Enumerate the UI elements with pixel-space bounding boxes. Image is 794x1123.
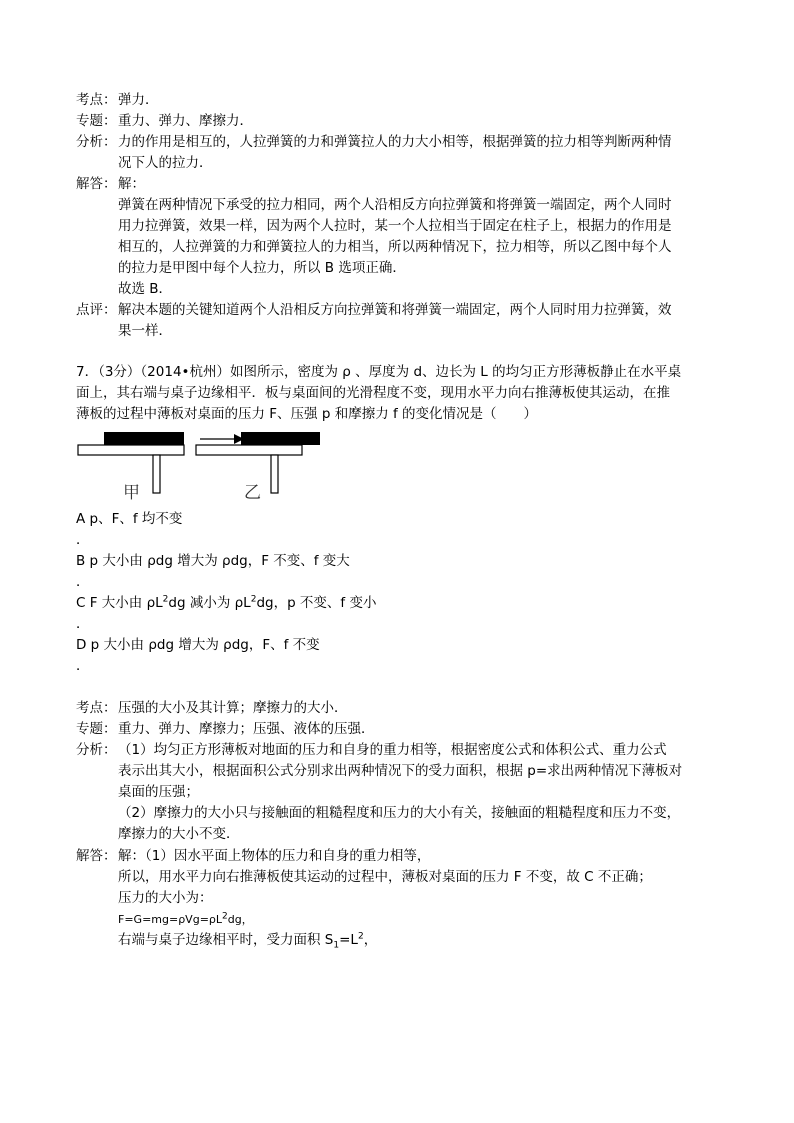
option-dot: ． [76, 532, 90, 548]
stem-line: 面上，其右端与桌子边缘相平．板与桌面间的光滑程度不变，现用水平力向右推薄板使其运动，在推 [76, 385, 670, 401]
jieda-line: 故选 B． [118, 281, 173, 297]
stem-line: 7．（3分）（2014•杭州）如图所示，密度为 ρ 、厚度为 d、边长为 L 的均匀正方形薄板静止在水平桌 [76, 364, 682, 380]
fenxi-line: （2）摩擦力的大小只与接触面的粗糙程度和压力的大小有关，接触面的粗糙程度和压力不变， [118, 805, 681, 821]
fenxi-line: 摩擦力的大小不变． [118, 826, 240, 842]
option-c-part: dg 减小为 ρL [168, 595, 251, 611]
stem-line: 薄板的过程中薄板对桌面的压力 F、压强 p 和摩擦力 f 的变化情况是（ ） [76, 406, 538, 422]
option-c [76, 593, 376, 613]
option-b: B p 大小由 ρdg 增大为 ρdg，F 不变、f 变大 [76, 553, 350, 569]
jieda-line: 用力拉弹簧，效果一样，因为两个人拉时，某一个人拉相当于固定在柱子上，根据力的作用是 [118, 218, 672, 234]
q6-zhuanti-row [76, 111, 716, 132]
q7-kaodian-row [76, 698, 716, 719]
q7-jieda-row [76, 846, 716, 951]
option-dot: ． [76, 658, 90, 674]
area-sub: 1 [333, 940, 340, 951]
plate-a [104, 432, 184, 445]
q7-fenxi-row [76, 740, 716, 845]
figure-label-yi: 乙 [244, 483, 261, 503]
fenxi-label: 分析： [76, 134, 117, 150]
q6-kaodian-row [76, 90, 716, 111]
dianping-line: 解决本题的关键知道两个人沿相反方向拉弹簧和将弹簧一端固定，两个人同时用力拉弹簧，效 [118, 302, 672, 318]
formula-part: F=G=mg=ρVg=ρL [118, 913, 223, 926]
table-top-a [78, 445, 184, 455]
option-c-sup: 2 [250, 594, 257, 605]
option-c-part: dg，p 不变、f 变小 [256, 595, 377, 611]
jieda-line: 压力的大小为： [118, 890, 213, 906]
q7-figure [76, 430, 326, 503]
plate-b [241, 432, 320, 445]
zhuanti-label: 专题： [76, 113, 117, 129]
figure-label-jia: 甲 [123, 483, 140, 503]
jieda-line: 相互的，人拉弹簧的力和弹簧拉人的力相当，所以两种情况下，拉力相等，所以乙图中每个人 [118, 239, 672, 255]
jieda-line: 解： [118, 176, 145, 192]
zhuanti-label: 专题： [76, 721, 117, 737]
area-part: ， [363, 932, 378, 948]
table-top-b [196, 445, 302, 455]
jieda-line: 弹簧在两种情况下承受的拉力相同，两个人沿相反方向拉弹簧和将弹簧一端固定，两个人同时 [118, 197, 672, 213]
jieda-line: 所以，用水平力向右推薄板使其运动的过程中，薄板对桌面的压力 F 不变，故 C 不正确； [118, 869, 652, 885]
fenxi-line: 况下人的拉力． [118, 155, 213, 171]
q6-dianping-row [76, 300, 716, 342]
kaodian-text: 压强的大小及其计算；摩擦力的大小． [118, 700, 348, 716]
dianping-label: 点评： [76, 302, 117, 318]
fenxi-line: 表示出其大小，根据面积公式分别求出两种情况下的受力面积，根据 p=求出两种情况下薄板对 [118, 763, 683, 779]
jieda-line [118, 930, 716, 951]
formula-sup: 2 [222, 911, 228, 922]
kaodian-label: 考点： [76, 700, 117, 716]
kaodian-text: 弹力． [118, 92, 159, 108]
table-leg-b [271, 455, 278, 493]
area-sup: 2 [357, 931, 364, 942]
option-d: D p 大小由 ρdg 增大为 ρdg，F、f 不变 [76, 637, 320, 653]
dianping-line: 果一样． [118, 323, 172, 339]
jieda-line: 解：（1）因水平面上物体的压力和自身的重力相等， [118, 848, 431, 864]
jieda-label: 解答： [76, 176, 117, 192]
option-c-part: C F 大小由 ρL [76, 595, 163, 611]
fenxi-line: 力的作用是相互的，人拉弹簧的力和弹簧拉人的力大小相等，根据弹簧的拉力相等判断两种情 [118, 134, 672, 150]
fenxi-label: 分析： [76, 742, 117, 758]
option-c-sup: 2 [162, 594, 169, 605]
q7-zhuanti-row [76, 719, 716, 740]
kaodian-label: 考点： [76, 92, 117, 108]
plate-table-diagram [76, 430, 326, 500]
formula-line [118, 909, 716, 930]
area-part: =L [339, 932, 358, 948]
q7-stem [76, 362, 716, 425]
fenxi-line: 桌面的压强； [118, 784, 199, 800]
option-dot: ． [76, 616, 90, 632]
zhuanti-text: 重力、弹力、摩擦力． [118, 113, 253, 129]
zhuanti-text: 重力、弹力、摩擦力；压强、液体的压强． [118, 721, 375, 737]
q6-fenxi-row [76, 132, 716, 174]
jieda-line: 的拉力是甲图中每个人拉力，所以 B 选项正确． [118, 260, 406, 276]
table-leg-a [153, 455, 160, 493]
fenxi-line: （1）均匀正方形薄板对地面的压力和自身的重力相等，根据密度公式和体积公式、重力公式 [118, 742, 667, 758]
jieda-label: 解答： [76, 848, 117, 864]
option-a: A p、F、f 均不变 [76, 511, 183, 527]
formula-part: dg， [227, 913, 253, 926]
q6-jieda-row [76, 174, 716, 300]
option-dot: ． [76, 574, 90, 590]
area-part: 右端与桌子边缘相平时，受力面积 S [118, 932, 334, 948]
